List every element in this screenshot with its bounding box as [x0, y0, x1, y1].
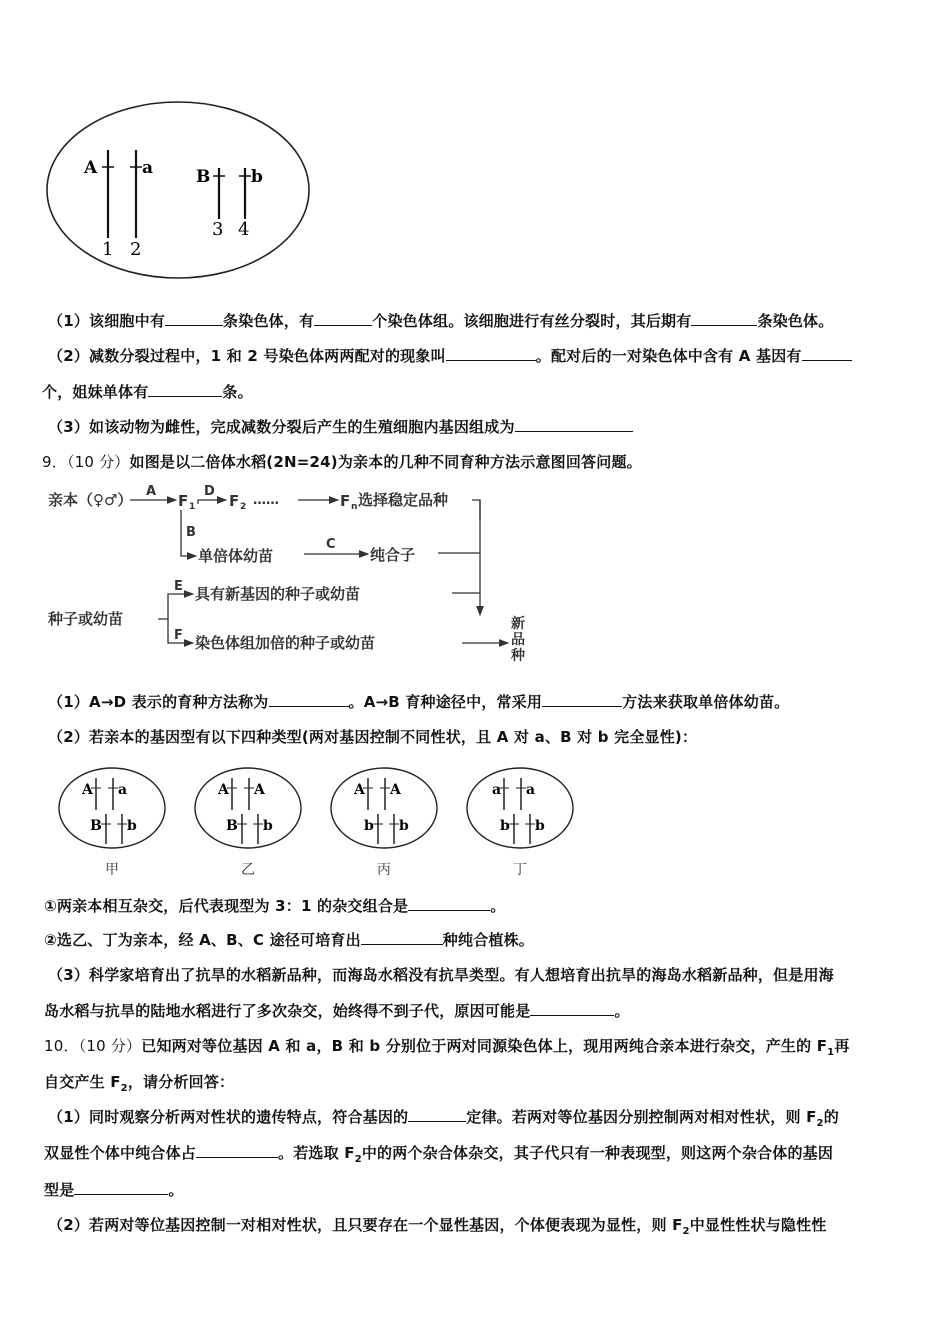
svg-text:B: B	[226, 818, 238, 834]
cell-jia	[59, 768, 165, 878]
q9-sub1: ①两亲本相互杂交，后代表现型为 3：1 的杂交组合是 。	[44, 897, 506, 915]
chromosome-number-4: 4	[238, 219, 250, 240]
q10-part1-cont: 双显性个体中纯合体占 。若选取 $F_2$中的两个杂合体杂交，其子代只有一种表现型，则这两个杂合体的基因	[44, 1144, 834, 1165]
flow-label-B: B	[186, 525, 196, 540]
chromosome-number-1: 1	[102, 239, 114, 260]
svg-text:A: A	[390, 782, 401, 798]
answer-blank[interactable]	[165, 311, 223, 326]
answer-blank[interactable]	[515, 417, 633, 432]
cell-outline	[47, 102, 309, 278]
q8-part2: （2）减数分裂过程中，1 和 2 号染色体两两配对的现象叫 。配对后的一对染色体中含有 A 基因有	[48, 346, 852, 366]
flow-haploid: 单倍体幼苗	[198, 547, 274, 565]
chromosome-number-3: 3	[212, 219, 224, 240]
answer-blank[interactable]	[361, 930, 443, 945]
flow-new-variety-1: 新	[511, 616, 525, 632]
svg-text:A: A	[354, 782, 365, 798]
svg-text:F: F	[178, 492, 189, 510]
cell-yi	[195, 768, 301, 878]
answer-blank[interactable]	[802, 346, 852, 361]
cell-label-jia: 甲	[105, 862, 119, 878]
answer-blank[interactable]	[74, 1180, 168, 1195]
q10-part2: （2）若两对等位基因控制一对相对性状，且只要存在一个显性基因，个体便表现为显性，则 $F_2$中显性性状与隐性性	[48, 1216, 827, 1237]
svg-text:b: b	[127, 818, 137, 834]
q9-part3: （3）科学家培育出了抗旱的水稻新品种，而海岛水稻没有抗旱类型。有人想培育出抗旱的海岛水稻新品种，但是用海	[48, 966, 834, 984]
flow-new-gene: 具有新基因的种子或幼苗	[195, 585, 361, 603]
q8-part1: （1）该细胞中有 条染色体，有 个染色体组。该细胞进行有丝分裂时，其后期有 条染色体。	[48, 312, 834, 330]
q10-part1: （1）同时观察分析两对性状的遗传特点，符合基因的 定律。若两对等位基因分别控制两对相对性状，则 $F_2$的	[48, 1108, 839, 1129]
flow-select-stable: 选择稳定品种	[358, 491, 449, 509]
answer-blank[interactable]	[196, 1143, 278, 1158]
gene-label-A: A	[84, 158, 98, 178]
flow-label-C: C	[326, 537, 336, 552]
answer-blank[interactable]	[446, 346, 536, 361]
svg-text:F: F	[229, 492, 240, 510]
q8-part2-cont: 个，姐妹单体有 条。	[42, 383, 253, 401]
flow-label-F: F	[174, 628, 183, 643]
svg-text:a: a	[118, 782, 128, 798]
flow-doubled: 染色体组加倍的种子或幼苗	[195, 634, 376, 652]
answer-blank[interactable]	[691, 311, 757, 326]
q9-sub2: ②选乙、丁为亲本，经 A、B、C 途径可培育出 种纯合植株。	[44, 931, 534, 949]
answer-blank[interactable]	[269, 692, 349, 707]
cell-label-ding: 丁	[513, 862, 527, 878]
answer-blank[interactable]	[542, 692, 622, 707]
q9-part3-cont: 岛水稻与抗旱的陆地水稻进行了多次杂交，始终得不到子代，原因可能是 。	[44, 1002, 630, 1020]
svg-text:b: b	[535, 818, 545, 834]
breeding-flowchart	[48, 480, 548, 670]
svg-text:b: b	[399, 818, 409, 834]
gene-label-b: b	[251, 167, 263, 187]
svg-text:b: b	[364, 818, 374, 834]
svg-text:A: A	[218, 782, 229, 798]
flow-new-variety-2: 品	[511, 632, 525, 648]
flow-homozygote: 纯合子	[370, 546, 416, 564]
answer-blank[interactable]	[408, 1107, 466, 1122]
svg-text:b: b	[263, 818, 273, 834]
q9-stem: 9．（10 分）如图是以二倍体水稻(2N=24)为亲本的几种不同育种方法示意图回答问题。	[42, 453, 642, 471]
flow-label-D: D	[204, 484, 215, 499]
cell-label-yi: 乙	[241, 862, 255, 878]
genotype-cells-figure	[52, 764, 582, 880]
q8-part3: （3）如该动物为雌性，完成减数分裂后产生的生殖细胞内基因组成为	[48, 417, 633, 437]
gene-label-a: a	[142, 158, 154, 178]
svg-text:a: a	[526, 782, 536, 798]
cell-label-bing: 丙	[377, 862, 391, 878]
answer-blank[interactable]	[530, 1001, 614, 1016]
svg-text:a: a	[492, 782, 502, 798]
cell-ding	[467, 768, 573, 878]
gene-label-B: B	[196, 167, 211, 187]
flow-parent: 亲本（♀♂）	[48, 491, 133, 509]
flow-seed: 种子或幼苗	[48, 610, 124, 628]
svg-text:b: b	[500, 818, 510, 834]
q9-part2: （2）若亲本的基因型有以下四种类型(两对基因控制不同性状，且 A 对 a、B 对 b 完全显性)：	[48, 728, 698, 746]
svg-text:B: B	[90, 818, 102, 834]
cell-bing	[331, 768, 437, 878]
q9-part1: （1）A→D 表示的育种方法称为 。A→B 育种途径中，常采用 方法来获取单倍体幼苗。	[48, 693, 790, 711]
svg-text:n: n	[351, 502, 358, 512]
figure-cell-chromosomes	[44, 98, 314, 284]
flow-label-E: E	[174, 579, 183, 594]
flow-new-variety-3: 种	[511, 648, 525, 664]
svg-text:A: A	[82, 782, 93, 798]
q10-stem-cont: 自交产生 $F_2$，请分析回答：	[44, 1073, 235, 1094]
q10-stem: 10．（10 分）已知两对等位基因 A 和 a，B 和 b 分别位于两对同源染色体上，现用两纯合亲本进行杂交，产生的 $F_1$再	[44, 1037, 850, 1058]
answer-blank[interactable]	[148, 382, 222, 397]
answer-blank[interactable]	[408, 896, 490, 911]
svg-text:……: ……	[253, 493, 279, 508]
svg-text:2: 2	[240, 502, 247, 512]
svg-text:A: A	[254, 782, 265, 798]
svg-text:1: 1	[189, 502, 196, 512]
answer-blank[interactable]	[314, 311, 372, 326]
svg-text:F: F	[340, 492, 351, 510]
q10-part1-cont2: 型是 。	[44, 1181, 184, 1199]
flow-label-A: A	[146, 484, 157, 499]
chromosome-number-2: 2	[130, 239, 142, 260]
